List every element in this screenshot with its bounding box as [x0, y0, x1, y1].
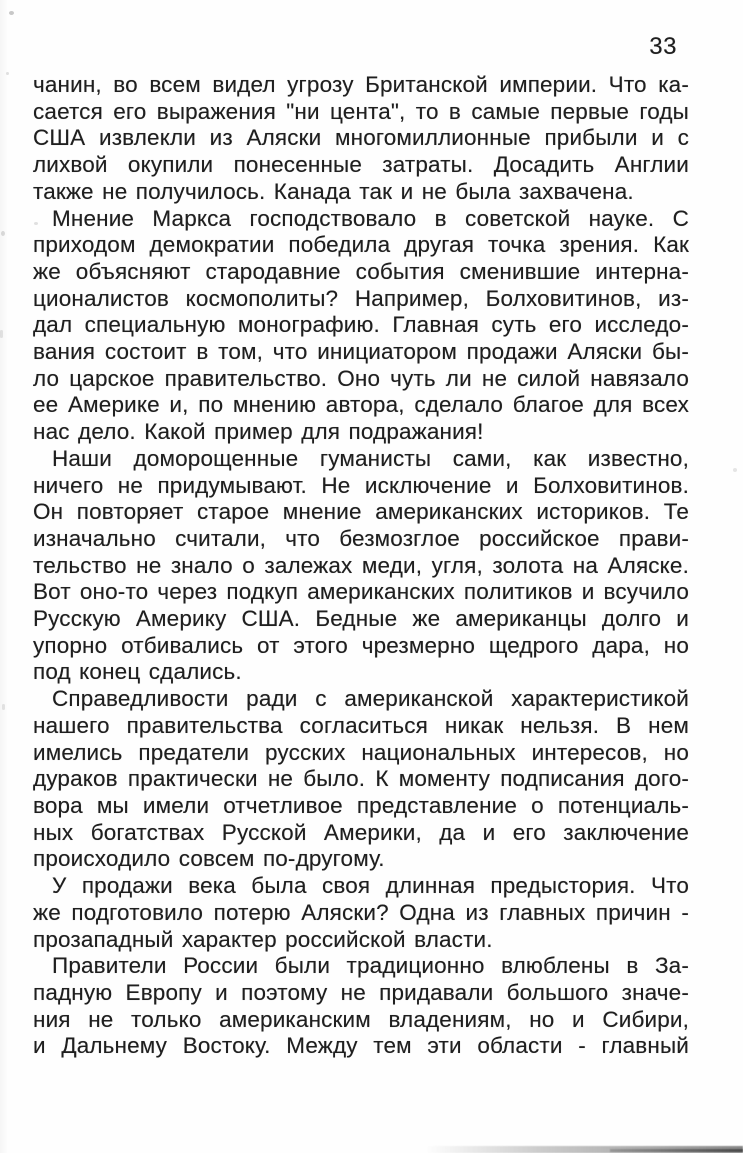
text-line: сается его выражения "ни цента", то в самые первые годы [33, 98, 689, 124]
text-line: и Дальнему Востоку. Между тем эти области - главный [33, 1033, 689, 1059]
text-line: ных богатствах Русской Америки, да и его заключение [33, 819, 689, 845]
text-line: чанин, во всем видел угрозу Британской империи. Что ка- [33, 72, 689, 97]
text-line: ее Америке и, по мнению автора, сделало благое для всех [33, 392, 689, 418]
text-line: Он повторяет старое мнение американских историков. Те [33, 499, 689, 525]
text-line: имелись предатели русских национальных интересов, но [33, 739, 689, 765]
paragraph [33, 446, 689, 686]
text-line: также не получилось. Канада так и не была захвачена. [33, 178, 634, 204]
paragraph [33, 873, 689, 953]
scan-edge-shadow [425, 1146, 743, 1153]
text-line: У продажи века была своя длинная предыстория. Что [52, 873, 689, 899]
scan-speck [6, 72, 9, 75]
text-line: же подготовило потерю Аляски? Одна из главных причин - [33, 899, 689, 925]
text-line: нашего правительства согласиться никак нельзя. В нем [33, 712, 689, 738]
text-line: прозападный характер российской власти. [33, 926, 493, 952]
scan-speck [2, 704, 5, 710]
text-line: происходило совсем по-другому. [33, 846, 385, 872]
scan-speck [1, 231, 5, 236]
scan-speck [733, 468, 737, 472]
scan-edge-shadow-dark [610, 1149, 743, 1152]
text-line: вания состоит в том, что инициатором продажи Аляски бы- [33, 339, 689, 365]
paragraph [33, 686, 689, 873]
text-line: нас дело. Какой пример для подражания! [33, 419, 484, 445]
text-line: под конец сдались. [33, 659, 242, 685]
text-line: ло царское правительство. Оно чуть ли не силой навязало [33, 365, 689, 391]
text-line: же объясняют стародавние события сменившие интерна- [33, 258, 689, 284]
paragraph [33, 206, 689, 446]
text-line: Мнение Маркса господствовало в советской науке. С [52, 205, 689, 231]
text-line: Справедливости ради с американской характеристикой [52, 686, 689, 712]
text-line: ционалистов космополиты? Например, Болховитинов, из- [33, 285, 689, 311]
text-line: Правители России были традиционно влюблены в За- [52, 953, 689, 979]
page-number: 33 [649, 33, 677, 60]
scan-speck [0, 330, 3, 338]
text-line: США извлекли из Аляски многомиллионные прибыли и с [33, 125, 689, 151]
text-line: изначально считали, что безмозглое российское прави- [33, 525, 689, 551]
text-line: ничего не придумывают. Не исключение и Болховитинов. [33, 472, 689, 498]
text-line: лихвой окупили понесенные затраты. Досадить Англии [33, 152, 689, 178]
text-line: Вот оно-то через подкуп американских политиков и всучило [33, 579, 689, 605]
paragraph [33, 953, 689, 1060]
text-line: дураков практически не было. К моменту подписания дого- [33, 766, 689, 792]
text-line: Русскую Америку США. Бедные же американцы долго и [33, 606, 689, 632]
text-line: ния не только американским владениям, но и Сибири, [33, 1006, 689, 1032]
text-line: приходом демократии победила другая точка зрения. Как [33, 232, 689, 258]
paragraph [33, 72, 689, 206]
text-line: дал специальную монографию. Главная суть его исследо- [33, 312, 689, 338]
text-line: упорно отбивались от этого чрезмерно щедрого дара, но [33, 632, 689, 658]
scan-speck [9, 11, 14, 15]
text-line: Наши доморощенные гуманисты сами, как известно, [52, 445, 689, 471]
text-line: падную Европу и поэтому не придавали большого значе- [33, 979, 689, 1005]
text-line: вора мы имели отчетливое представление о потенциаль- [33, 792, 689, 818]
text-block [33, 72, 689, 1060]
text-line: тельство не знало о залежах меди, угля, золота на Аляске. [33, 552, 689, 578]
